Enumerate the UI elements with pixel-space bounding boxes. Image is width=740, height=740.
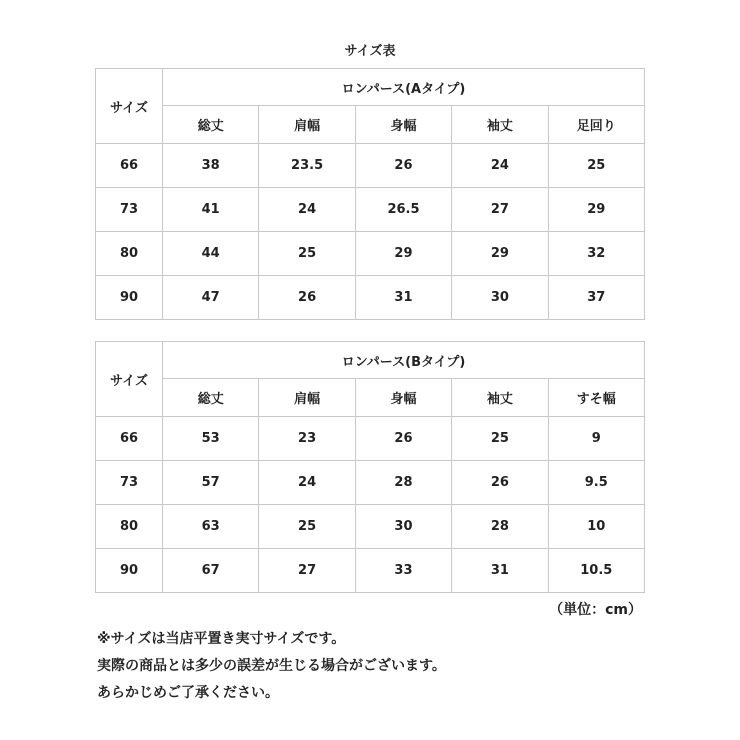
value-cell: 28 <box>355 461 451 505</box>
value-cell: 31 <box>355 276 451 320</box>
column-header: 身幅 <box>355 379 451 417</box>
value-cell: 41 <box>163 188 259 232</box>
value-cell: 44 <box>163 232 259 276</box>
value-cell: 24 <box>259 461 355 505</box>
value-cell: 30 <box>452 276 548 320</box>
column-header: 袖丈 <box>452 106 548 144</box>
column-header: 総丈 <box>163 106 259 144</box>
unit-note: （単位：cm） <box>549 602 642 618</box>
note-line: あらかじめご了承ください。 <box>97 685 279 701</box>
value-cell: 23 <box>259 417 355 461</box>
note-line: ※サイズは当店平置き実寸サイズです。 <box>97 631 346 647</box>
note-line: 実際の商品とは多少の誤差が生じる場合がございます。 <box>97 658 446 674</box>
size-cell: 66 <box>96 417 163 461</box>
value-cell: 23.5 <box>259 144 355 188</box>
size-cell: 90 <box>96 276 163 320</box>
table-row <box>96 276 645 320</box>
product-header: ロンパース(Bタイプ) <box>163 342 645 379</box>
page-title: サイズ表 <box>344 44 396 59</box>
table-row <box>96 144 645 188</box>
size-cell: 80 <box>96 232 163 276</box>
product-header: ロンパース(Aタイプ) <box>163 69 645 106</box>
value-cell: 24 <box>259 188 355 232</box>
size-header: サイズ <box>96 69 163 144</box>
value-cell: 31 <box>452 549 548 593</box>
value-cell: 38 <box>163 144 259 188</box>
value-cell: 29 <box>548 188 644 232</box>
value-cell: 26.5 <box>355 188 451 232</box>
value-cell: 57 <box>163 461 259 505</box>
column-header: 袖丈 <box>452 379 548 417</box>
value-cell: 26 <box>259 276 355 320</box>
column-header: 身幅 <box>355 106 451 144</box>
size-table-a <box>95 68 645 320</box>
size-cell: 90 <box>96 549 163 593</box>
size-cell: 73 <box>96 188 163 232</box>
table-row <box>96 232 645 276</box>
value-cell: 30 <box>355 505 451 549</box>
value-cell: 53 <box>163 417 259 461</box>
value-cell: 26 <box>355 144 451 188</box>
value-cell: 26 <box>355 417 451 461</box>
value-cell: 33 <box>355 549 451 593</box>
value-cell: 28 <box>452 505 548 549</box>
value-cell: 37 <box>548 276 644 320</box>
size-cell: 66 <box>96 144 163 188</box>
value-cell: 27 <box>452 188 548 232</box>
value-cell: 47 <box>163 276 259 320</box>
column-header: 肩幅 <box>259 379 355 417</box>
table-row <box>96 505 645 549</box>
value-cell: 32 <box>548 232 644 276</box>
column-header: 総丈 <box>163 379 259 417</box>
value-cell: 29 <box>355 232 451 276</box>
value-cell: 26 <box>452 461 548 505</box>
table-row <box>96 549 645 593</box>
value-cell: 24 <box>452 144 548 188</box>
size-cell: 73 <box>96 461 163 505</box>
value-cell: 9.5 <box>548 461 644 505</box>
value-cell: 25 <box>259 232 355 276</box>
size-header: サイズ <box>96 342 163 417</box>
value-cell: 25 <box>452 417 548 461</box>
value-cell: 10 <box>548 505 644 549</box>
table-row <box>96 461 645 505</box>
value-cell: 25 <box>259 505 355 549</box>
size-table-b <box>95 341 645 593</box>
value-cell: 67 <box>163 549 259 593</box>
size-cell: 80 <box>96 505 163 549</box>
column-header: すそ幅 <box>548 379 644 417</box>
notes <box>97 626 446 707</box>
value-cell: 10.5 <box>548 549 644 593</box>
value-cell: 27 <box>259 549 355 593</box>
table-row <box>96 188 645 232</box>
table-row <box>96 417 645 461</box>
value-cell: 25 <box>548 144 644 188</box>
value-cell: 29 <box>452 232 548 276</box>
value-cell: 63 <box>163 505 259 549</box>
value-cell: 9 <box>548 417 644 461</box>
column-header: 肩幅 <box>259 106 355 144</box>
column-header: 足回り <box>548 106 644 144</box>
